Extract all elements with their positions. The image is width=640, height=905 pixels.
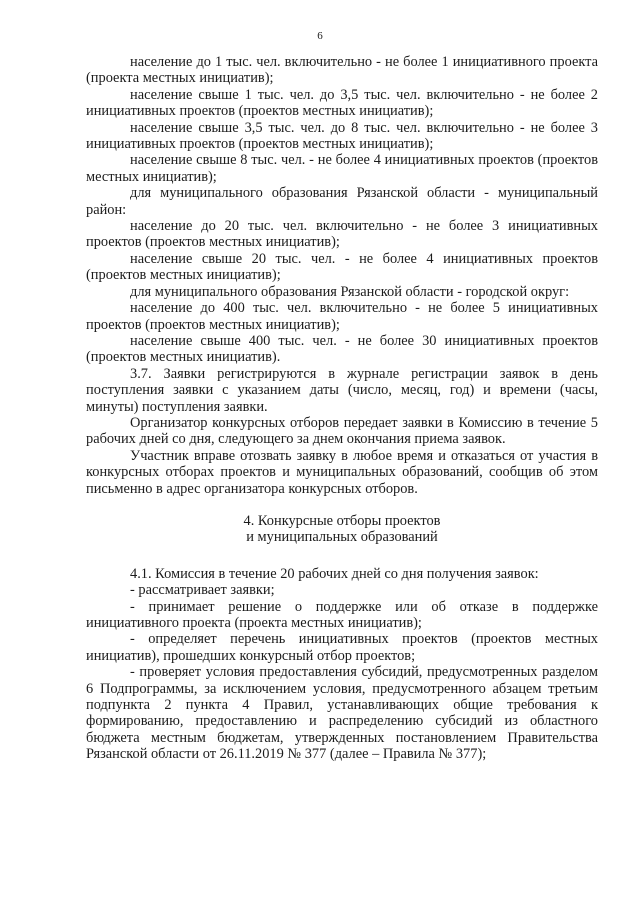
list-item: - проверяет условия предоставления субсидий, предусмотренных разделом 6 Подпрограммы, за исключением условия, предусмотренного абзацем третьим подпункта 2 пункта 4 Правил, устанавливающих общие требования к формированию, предоставлению и распределению субсидий из областного бюджета местным бюджетам, утвержденных постановлением Правительства Рязанской области от 26.11.2019 № 377 (далее – Правила № 377);: [86, 664, 598, 763]
section-heading-line-1: 4. Конкурсные отборы проектов: [243, 512, 441, 529]
paragraph-4-1: 4.1. Комиссия в течение 20 рабочих дней со дня получения заявок:: [130, 565, 539, 582]
paragraph-3-7: 3.7. Заявки регистрируются в журнале регистрации заявок в день поступления заявки с указанием даты (число, месяц, год) и времени (часы, минуты) поступления заявки.: [86, 365, 598, 415]
paragraph: население до 400 тыс. чел. включительно - не более 5 инициативных проектов (проектов местных инициатив);: [86, 300, 598, 333]
list-item: - рассматривает заявки;: [130, 582, 275, 599]
paragraph: население до 1 тыс. чел. включительно - не более 1 инициативного проекта (проекта местных инициатив);: [86, 54, 598, 87]
paragraph: население свыше 8 тыс. чел. - не более 4 инициативных проектов (проектов местных инициатив);: [86, 152, 598, 185]
document-body: [86, 54, 598, 763]
paragraph: Организатор конкурсных отборов передает заявки в Комиссию в течение 5 рабочих дней со дня, следующего за днем окончания приема заявок.: [86, 414, 598, 448]
paragraph: для муниципального образования Рязанской области - городской округ:: [130, 283, 570, 300]
list-item: - принимает решение о поддержке или об отказе в поддержке инициативного проекта (проекта местных инициатив);: [86, 598, 598, 631]
paragraph: Участник вправе отозвать заявку в любое время и отказаться от участия в конкурсных отборах проектов и муниципальных образований, сообщив об этом письменно в адрес организатора конкурсных отборов.: [86, 447, 598, 497]
page-number: 6: [317, 30, 323, 42]
paragraph: для муниципального образования Рязанской области - муниципальный район:: [86, 185, 598, 218]
paragraph: население до 20 тыс. чел. включительно - не более 3 инициативных проектов (проектов местных инициатив);: [86, 218, 598, 251]
section-heading-line-2: и муниципальных образований: [246, 529, 438, 546]
list-item: - определяет перечень инициативных проектов (проектов местных инициатив), прошедших конкурсный отбор проектов;: [86, 631, 598, 664]
paragraph: население свыше 400 тыс. чел. - не более 30 инициативных проектов (проектов местных инициатив).: [86, 332, 598, 366]
paragraph: население свыше 1 тыс. чел. до 3,5 тыс. чел. включительно - не более 2 инициативных проектов (проектов местных инициатив);: [86, 86, 598, 120]
paragraph: население свыше 3,5 тыс. чел. до 8 тыс. чел. включительно - не более 3 инициативных проектов (проектов местных инициатив);: [86, 119, 598, 153]
section-heading: [86, 513, 598, 546]
paragraph: население свыше 20 тыс. чел. - не более 4 инициативных проектов (проектов местных инициатив);: [86, 250, 598, 284]
